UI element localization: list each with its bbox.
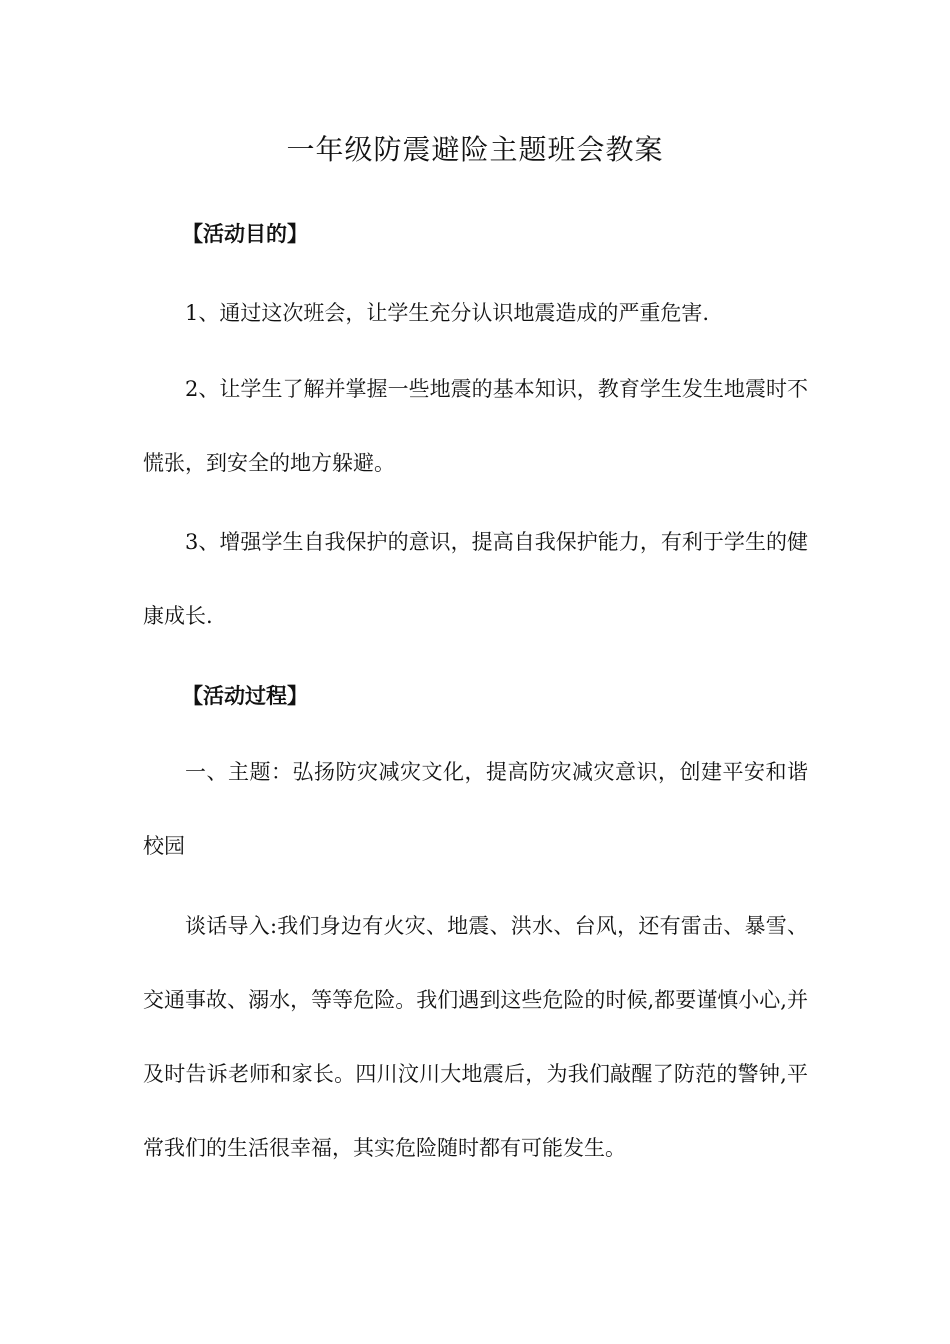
section-heading-objectives: 【活动目的】 xyxy=(182,222,308,246)
objective-item-3: 3、增强学生自我保护的意识，提高自我保护能力，有利于学生的健康成长. xyxy=(143,530,808,628)
objective-item-1: 1、通过这次班会，让学生充分认识地震造成的严重危害. xyxy=(185,301,710,325)
section-heading-process: 【活动过程】 xyxy=(182,684,308,708)
process-theme: 一、主题：弘扬防灾减灾文化，提高防灾减灾意识，创建平安和谐校园 xyxy=(143,760,808,858)
objective-item-2: 2、让学生了解并掌握一些地震的基本知识，教育学生发生地震时不慌张，到安全的地方躲避。 xyxy=(143,377,808,475)
document-title: 一年级防震避险主题班会教案 xyxy=(286,133,664,166)
process-intro: 谈话导入:我们身边有火灾、地震、洪水、台风，还有雷击、暴雪、交通事故、溺水，等等危险。我们遇到这些危险的时候,都要谨慎小心,并及时告诉老师和家长。四川汶川大地震后，为我们敲醒了防范的警钟,平常我们的生活很幸福，其实危险随时都有可能发生。 xyxy=(143,914,808,1160)
